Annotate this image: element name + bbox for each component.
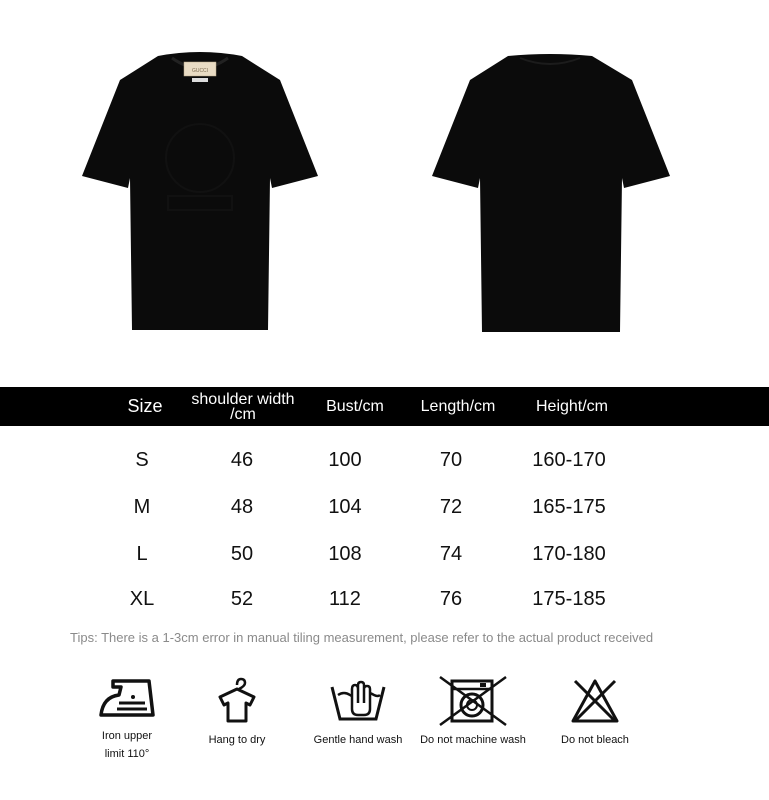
cell-size: XL	[129, 587, 155, 610]
cell-height: 170-180	[532, 542, 606, 565]
iron-icon	[97, 675, 157, 723]
cell-shoulder: 46	[230, 448, 254, 471]
measurement-tips: Tips: There is a 1-3cm error in manual tiling measurement, please refer to the actual product received	[70, 630, 654, 645]
table-row	[0, 584, 769, 614]
cell-bust: 112	[329, 587, 361, 610]
cell-size: S	[135, 448, 149, 471]
tshirt-front-image	[80, 48, 320, 338]
cell-bust: 108	[328, 542, 362, 565]
care-item-no-machine-wash	[408, 675, 538, 749]
cell-size: L	[136, 542, 148, 565]
header-length: Length/cm	[420, 397, 496, 415]
table-row	[0, 539, 769, 569]
hanger-icon	[212, 675, 262, 727]
cell-size: M	[133, 495, 151, 518]
no-bleach-label: Do not bleach	[561, 734, 629, 746]
size-table-header	[0, 387, 769, 426]
cell-length: 74	[439, 542, 463, 565]
cell-length: 70	[439, 448, 463, 471]
no-machine-wash-icon	[438, 675, 508, 727]
care-item-hang-dry	[172, 675, 302, 749]
header-bust: Bust/cm	[326, 397, 384, 415]
cell-bust: 100	[328, 448, 362, 471]
header-size: Size	[127, 396, 163, 416]
care-item-handwash	[293, 675, 423, 749]
cell-shoulder: 48	[230, 495, 254, 518]
handwash-icon	[328, 675, 388, 727]
header-shoulder-line1: shoulder width	[191, 390, 295, 408]
cell-length: 76	[439, 587, 463, 610]
care-item-no-bleach	[530, 675, 660, 749]
handwash-label: Gentle hand wash	[313, 734, 403, 746]
cell-shoulder: 52	[230, 587, 254, 610]
header-shoulder-width	[180, 387, 306, 426]
table-row	[0, 445, 769, 475]
cell-bust: 104	[328, 495, 362, 518]
cell-height: 175-185	[532, 587, 606, 610]
hang-label: Hang to dry	[208, 734, 266, 746]
iron-label-line1: Iron upper	[101, 730, 153, 742]
cell-height: 160-170	[532, 448, 606, 471]
header-shoulder-line2: /cm	[230, 405, 256, 423]
cell-height: 165-175	[532, 495, 606, 518]
table-row	[0, 492, 769, 522]
cell-shoulder: 50	[230, 542, 254, 565]
no-machine-label: Do not machine wash	[420, 734, 526, 746]
iron-label-line2: limit 110°	[104, 748, 150, 760]
no-bleach-icon	[569, 675, 621, 727]
header-height: Height/cm	[535, 397, 609, 415]
cell-length: 72	[439, 495, 463, 518]
tshirt-back-image	[428, 48, 673, 338]
neck-tag-text: GUCCI	[191, 68, 209, 74]
